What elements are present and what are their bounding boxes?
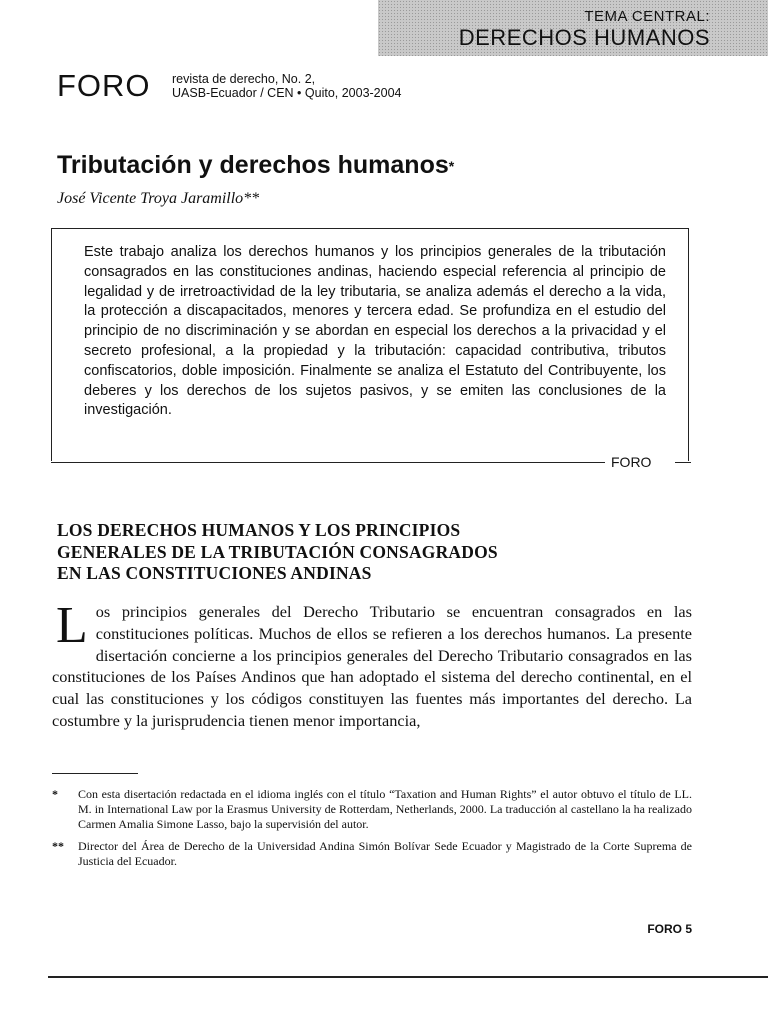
drop-cap: L	[56, 597, 88, 654]
section-heading-line-3: EN LAS CONSTITUCIONES ANDINAS	[57, 563, 372, 583]
masthead-line-1: revista de derecho, No. 2,	[172, 72, 316, 86]
abstract-rule-left	[51, 462, 605, 463]
article-title-footnote-mark: *	[448, 158, 455, 174]
topic-band	[378, 0, 768, 56]
abstract-rule-right	[675, 462, 691, 463]
body-paragraph	[52, 597, 692, 732]
footnotes	[50, 787, 692, 875]
abstract-foro-label: FORO	[611, 454, 652, 470]
body-paragraph-text: os principios generales del Derecho Tributario se encuentran consagrados en las constituciones políticas. Muchos de ellos se refieren a los derechos humanos. La presente disertación concierne a los principios generales del Derecho Tributario consagrados en las constituciones de los Países Andinos que han adoptado el sistema del derecho continental, en el cual las constituciones y los códigos constituyen las fuentes más importantes del derecho. La costumbre y la jurisprudencia tienen menor importancia,	[52, 602, 692, 730]
footnote-mark: **	[52, 838, 64, 853]
section-heading-line-1: LOS DERECHOS HUMANOS Y LOS PRINCIPIOS	[57, 520, 461, 540]
abstract-footer	[51, 452, 691, 472]
footnote-text: Director del Área de Derecho de la Universidad Andina Simón Bolívar Sede Ecuador y Magistrado de la Corte Suprema de Justicia del Ecuador.	[78, 838, 692, 868]
article-author: José Vicente Troya Jaramillo**	[57, 190, 260, 207]
topic-title: DERECHOS HUMANOS	[458, 25, 710, 50]
masthead-line-2: UASB-Ecuador / CEN • Quito, 2003-2004	[172, 86, 402, 100]
journal-logo: FORO	[57, 68, 151, 103]
footnote-rule	[52, 773, 138, 774]
abstract-text: Este trabajo analiza los derechos humanos y los principios generales de la tributación consagrados en las constituciones andinas, haciendo especial referencia al principio de legalidad y de irretroactividad de la ley tributaria, se analiza además el derecho a la vida, la protección a discapacitados, menores y tercera edad. Se profundiza en el estudio del principio de no discriminación y se abordan en especial los derechos a la privacidad y el secreto profesional, a la propiedad y la tributación: capacidad contributiva, tributos confiscatorios, doble imposición. Finalmente se analiza el Estatuto del Contribuyente, los deberes y los derechos de los sujetos pasivos, y se emiten las conclusiones de la investigación.	[84, 244, 666, 419]
footnote	[50, 787, 692, 833]
article-title-text: Tributación y derechos humanos	[57, 151, 449, 179]
topic-kicker: TEMA CENTRAL:	[584, 8, 710, 25]
section-heading-line-2: GENERALES DE LA TRIBUTACIÓN CONSAGRADOS	[57, 541, 498, 562]
footnote-text: Con esta disertación redactada en el idioma inglés con el título “Taxation and Human Rights” el autor obtuvo el título de LL. M. in International Law por la Erasmus University de Rotterdam, Netherlands, 2000. La traducción al castellano la ha realizado Carmen Amalia Simone Lasso, bajo la supervisión del autor.	[78, 787, 692, 832]
journal-masthead	[172, 72, 402, 100]
footnote-mark: *	[52, 787, 58, 801]
section-heading	[57, 520, 697, 585]
bottom-rule	[48, 976, 768, 978]
page-folio: FORO 5	[647, 922, 692, 936]
article-title	[57, 151, 454, 180]
footnote	[50, 839, 692, 869]
